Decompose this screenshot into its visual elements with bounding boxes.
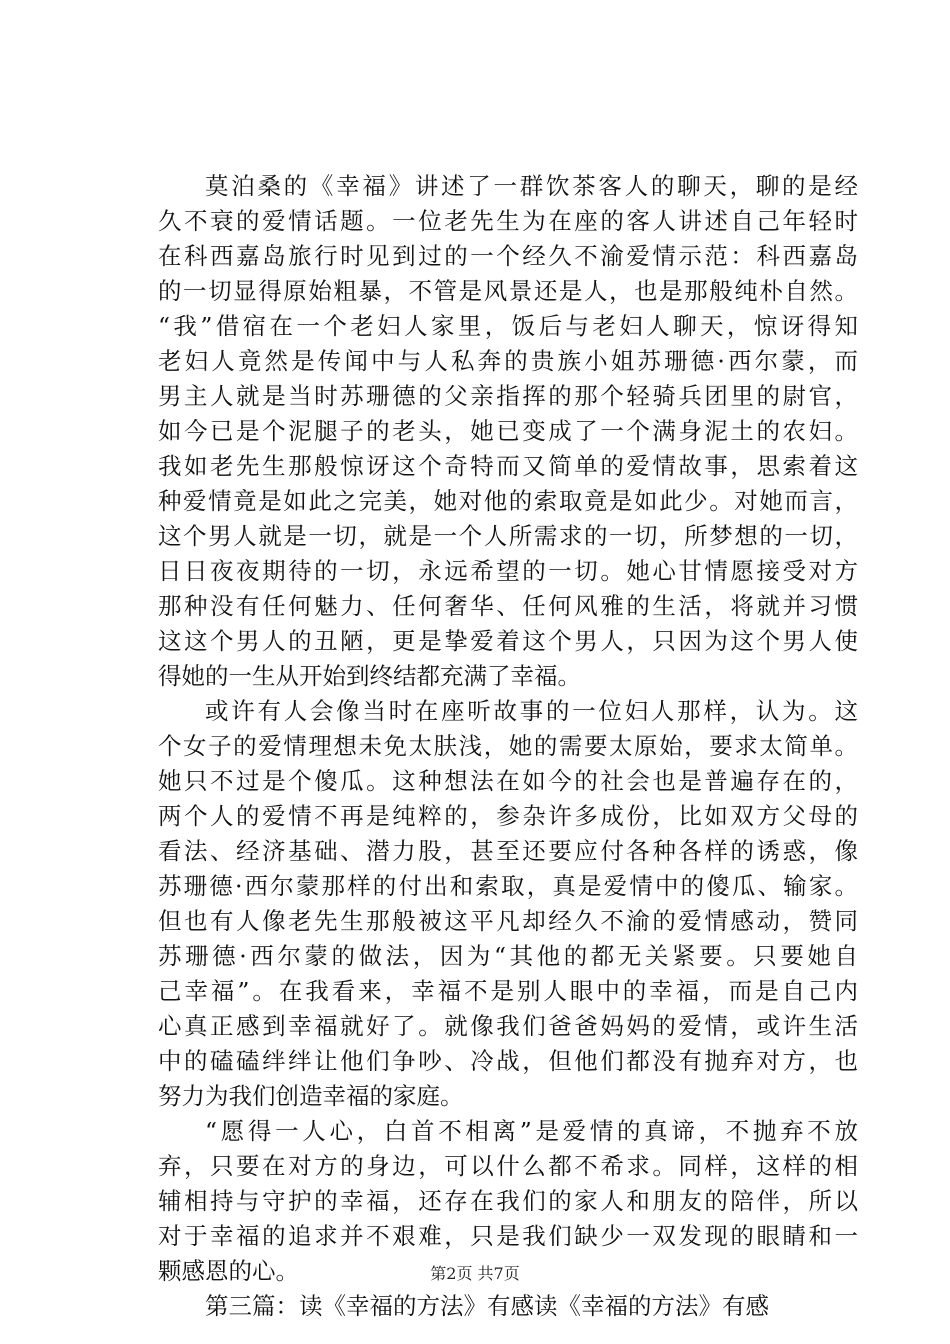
text-line: 或许有人会像当时在座听故事的一位妇人那样，认为。这 [205, 697, 858, 725]
page-number-footer: 第2页 共7页 [430, 1264, 520, 1283]
text-line: 苏珊德·西尔蒙的做法，因为“其他的都无关紧要。只要她自 [158, 942, 858, 970]
text-line: 的一切显得原始粗暴，不管是风景还是人，也是那般纯朴自然。 [158, 277, 858, 305]
text-line: 种爱情竟是如此之完美，她对他的索取竟是如此少。对她而言， [158, 487, 858, 515]
text-line: 己幸福”。在我看来，幸福不是别人眼中的幸福，而是自己内 [158, 977, 858, 1005]
text-line: 个女子的爱情理想未免太肤浅，她的需要太原始，要求太简单。 [158, 732, 858, 760]
text-line: 弃，只要在对方的身边，可以什么都不希求。同样，这样的相 [158, 1152, 858, 1180]
document-body [158, 169, 858, 1324]
text-line: 苏珊德·西尔蒙那样的付出和索取，真是爱情中的傻瓜、输家。 [158, 872, 858, 900]
text-line: 得她的一生从开始到终结都充满了幸福。 [158, 662, 581, 690]
text-line: 男主人就是当时苏珊德的父亲指挥的那个轻骑兵团里的尉官， [158, 382, 858, 410]
text-line: 我如老先生那般惊讶这个奇特而又简单的爱情故事，思索着这 [158, 452, 858, 480]
text-line: 颗感恩的心。 [158, 1257, 299, 1285]
text-line: 两个人的爱情不再是纯粹的，参杂许多成份，比如双方父母的 [158, 802, 858, 830]
text-line: 久不衰的爱情话题。一位老先生为在座的客人讲述自己年轻时 [158, 207, 858, 235]
text-line: 对于幸福的追求并不艰难，只是我们缺少一双发现的眼睛和一 [158, 1222, 858, 1250]
section-heading [158, 1289, 858, 1324]
text-line: 看法、经济基础、潜力股，甚至还要应付各种各样的诱惑，像 [158, 837, 858, 865]
text-line: 那种没有任何魅力、任何奢华、任何风雅的生活，将就并习惯 [158, 592, 858, 620]
text-line: “我”借宿在一个老妇人家里，饭后与老妇人聊天，惊讶得知 [158, 312, 858, 340]
paragraph-2 [158, 694, 858, 1114]
text-line: 日日夜夜期待的一切，永远希望的一切。她心甘情愿接受对方 [158, 557, 858, 585]
section-heading-text: 第三篇：读《幸福的方法》有感读《幸福的方法》有感 [205, 1292, 769, 1320]
text-line: 心真正感到幸福就好了。就像我们爸爸妈妈的爱情，或许生活 [158, 1012, 858, 1040]
text-line: 莫泊桑的《幸福》讲述了一群饮茶客人的聊天，聊的是经 [205, 172, 858, 200]
text-line: 如今已是个泥腿子的老头，她已变成了一个满身泥土的农妇。 [158, 417, 858, 445]
text-line: 但也有人像老先生那般被这平凡却经久不渝的爱情感动，赞同 [158, 907, 858, 935]
text-line: 辅相持与守护的幸福，还存在我们的家人和朋友的陪伴，所以 [158, 1187, 858, 1215]
text-line: 努力为我们创造幸福的家庭。 [158, 1082, 464, 1110]
text-line: 在科西嘉岛旅行时见到过的一个经久不渝爱情示范：科西嘉岛 [158, 242, 858, 270]
paragraph-1 [158, 169, 858, 694]
text-line: 老妇人竟然是传闻中与人私奔的贵族小姐苏珊德·西尔蒙，而 [158, 347, 858, 375]
text-line: 这个男人就是一切，就是一个人所需求的一切，所梦想的一切， [158, 522, 858, 550]
text-line: 这这个男人的丑陋，更是挚爱着这个男人，只因为这个男人使 [158, 627, 858, 655]
text-line: “愿得一人心，白首不相离”是爱情的真谛，不抛弃不放 [205, 1117, 858, 1145]
text-line: 她只不过是个傻瓜。这种想法在如今的社会也是普遍存在的， [158, 767, 858, 795]
text-line: 中的磕磕绊绊让他们争吵、冷战，但他们都没有抛弃对方，也 [158, 1047, 858, 1075]
